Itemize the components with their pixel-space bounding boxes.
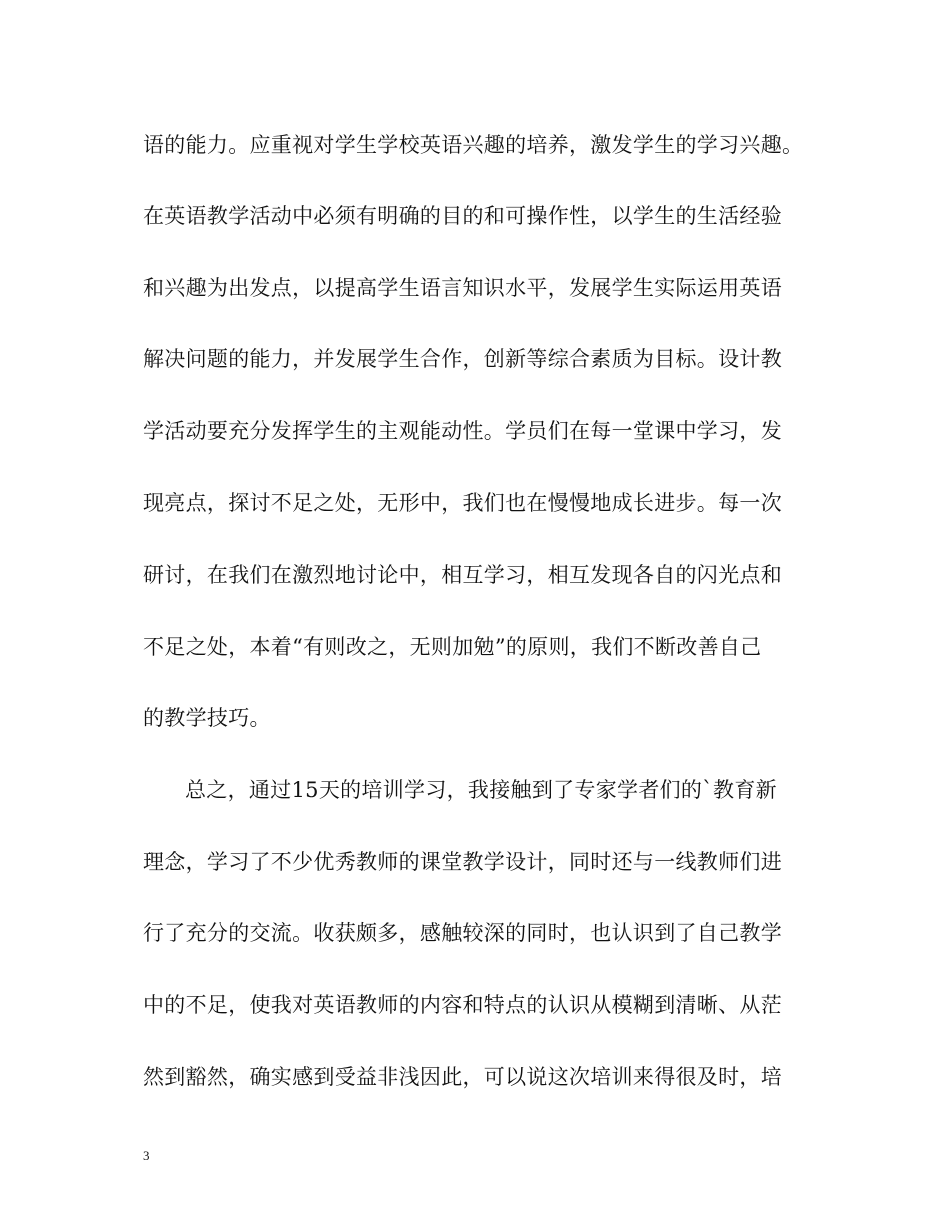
page-number: 3 xyxy=(143,1148,150,1163)
paragraph-line: 中的不足，使我对英语教师的内容和特点的认识从模糊到清晰、从茫 xyxy=(143,993,782,1017)
paragraph-line: 语的能力。应重视对学生学校英语兴趣的培养，激发学生的学习兴趣。 xyxy=(143,133,804,157)
paragraph-line: 不足之处，本着“有则改之，无则加勉”的原则，我们不断改善自己 xyxy=(143,635,762,659)
paragraph-line: 在英语教学活动中必须有明确的目的和可操作性，以学生的生活经验 xyxy=(143,204,782,228)
paragraph-line: 研讨，在我们在激烈地讨论中，相互学习，相互发现各自的闪光点和 xyxy=(143,563,782,587)
paragraph-line: 总之，通过15天的培训学习，我接触到了专家学者们的`教育新 xyxy=(185,778,777,802)
paragraph-line: 现亮点，探讨不足之处，无形中，我们也在慢慢地成长进步。每一次 xyxy=(143,491,782,515)
paragraph-line: 的教学技巧。 xyxy=(143,706,271,730)
paragraph-line: 行了充分的交流。收获颇多，感触较深的同时，也认识到了自己教学 xyxy=(143,921,782,945)
paragraph-line: 理念，学习了不少优秀教师的课堂教学设计，同时还与一线教师们进 xyxy=(143,850,782,874)
paragraph-line: 和兴趣为出发点，以提高学生语言知识水平，发展学生实际运用英语 xyxy=(143,276,782,300)
paragraph-line: 然到豁然，确实感到受益非浅因此，可以说这次培训来得很及时，培 xyxy=(143,1065,782,1089)
paragraph-line: 解决问题的能力，并发展学生合作，创新等综合素质为目标。设计教 xyxy=(143,347,782,371)
paragraph-line: 学活动要充分发挥学生的主观能动性。学员们在每一堂课中学习，发 xyxy=(143,419,782,443)
